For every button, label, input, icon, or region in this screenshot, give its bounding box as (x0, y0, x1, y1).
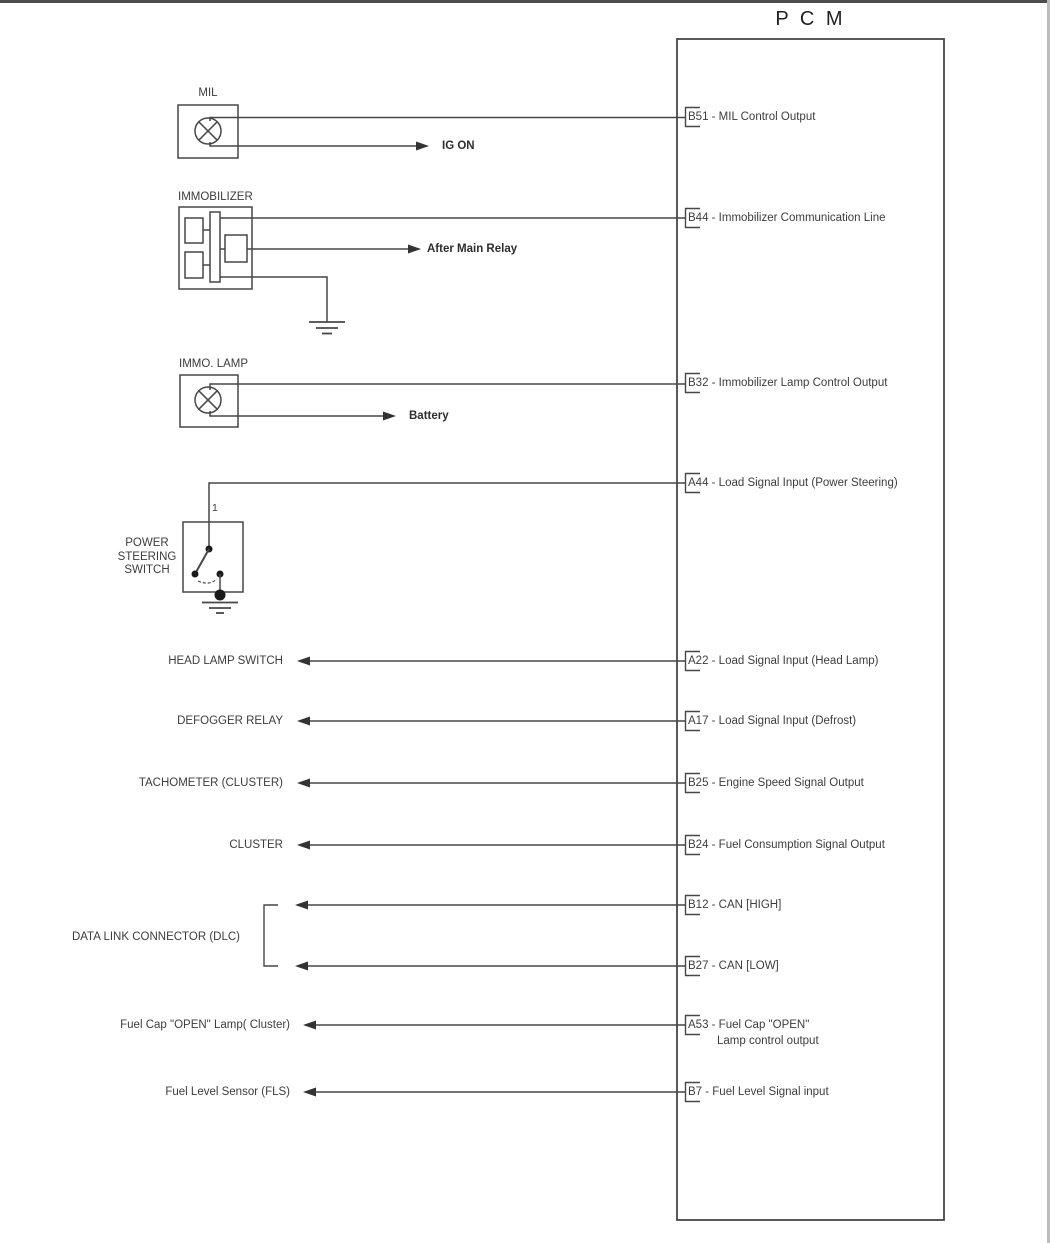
tachometer-cluster-label: TACHOMETER (CLUSTER) (138, 777, 283, 789)
arrow-left-b25 (297, 779, 310, 788)
fuel-level-sensor-label: Fuel Level Sensor (FLS) (165, 1086, 290, 1098)
arrow-left-a22 (297, 657, 310, 666)
arrow-right-igon (416, 142, 429, 151)
arrow-left-b24 (297, 841, 310, 850)
wire-mil-to-igon (210, 142, 416, 146)
arrow-right-after-main-relay (408, 245, 421, 254)
pin-label-a53: A53 - Fuel Cap "OPEN" (688, 1019, 810, 1031)
pin-label-a53-line2: Lamp control output (717, 1035, 819, 1047)
defogger-relay-label: DEFOGGER RELAY (177, 715, 283, 727)
fuel-cap-open-lamp-label: Fuel Cap "OPEN" Lamp( Cluster) (120, 1019, 290, 1031)
dlc-bracket (264, 905, 278, 966)
mil-label: MIL (198, 87, 218, 99)
pin-label-b27: B27 - CAN [LOW] (688, 960, 779, 972)
ig-on-label: IG ON (442, 140, 475, 152)
power-steering-switch-label (108, 537, 186, 578)
arrow-right-battery (383, 412, 396, 421)
data-link-connector-label: DATA LINK CONNECTOR (DLC) (71, 931, 240, 943)
pin-label-b12: B12 - CAN [HIGH] (688, 899, 782, 911)
ground-icon-power-steering-switch (202, 603, 238, 614)
arrow-left-a17 (297, 717, 310, 726)
wire-immolamp-to-battery (210, 411, 383, 416)
arrow-left-b27 (295, 962, 308, 971)
pin-label-b44: B44 - Immobilizer Communication Line (688, 212, 886, 224)
pss-label-line2: STEERING (117, 550, 177, 563)
pin-label-b24: B24 - Fuel Consumption Signal Output (688, 839, 885, 851)
pss-label-line1: POWER (125, 537, 169, 549)
power-steering-switch-symbol (183, 522, 243, 601)
head-lamp-switch-label: HEAD LAMP SWITCH (168, 655, 283, 667)
pss-label-line3: SWITCH (124, 564, 170, 576)
cluster-label: CLUSTER (229, 839, 283, 851)
arrow-left-b12 (295, 901, 308, 910)
wire-immolamp-to-b32 (210, 384, 686, 390)
immobilizer-label: IMMOBILIZER (178, 191, 253, 203)
pin-label-a22: A22 - Load Signal Input (Head Lamp) (688, 655, 879, 667)
pcm-title: P C M (775, 8, 846, 30)
arrow-left-a53 (303, 1021, 316, 1030)
pss-pin-number: 1 (212, 502, 218, 514)
pin-label-b7: B7 - Fuel Level Signal input (688, 1086, 829, 1098)
pin-bracket-icons (686, 108, 701, 1102)
after-main-relay-label: After Main Relay (427, 243, 518, 255)
battery-label: Battery (409, 410, 449, 422)
output-wires (295, 657, 686, 1097)
immo-lamp-label: IMMO. LAMP (179, 358, 249, 370)
wire-mil-to-b51 (210, 118, 686, 122)
mil-symbol (178, 105, 238, 158)
arrow-left-b7 (303, 1088, 316, 1097)
pin-label-a44: A44 - Load Signal Input (Power Steering) (688, 477, 898, 489)
pin-label-b25: B25 - Engine Speed Signal Output (688, 777, 864, 789)
pin-label-a17: A17 - Load Signal Input (Defrost) (688, 715, 857, 727)
pin-label-b32: B32 - Immobilizer Lamp Control Output (688, 377, 888, 389)
pin-label-b51: B51 - MIL Control Output (688, 111, 816, 123)
ground-icon-immobilizer (309, 322, 345, 334)
wire-pss-to-a44 (209, 483, 686, 549)
immo-lamp-symbol (180, 375, 238, 427)
wire-immobilizer-to-ground (220, 277, 327, 322)
